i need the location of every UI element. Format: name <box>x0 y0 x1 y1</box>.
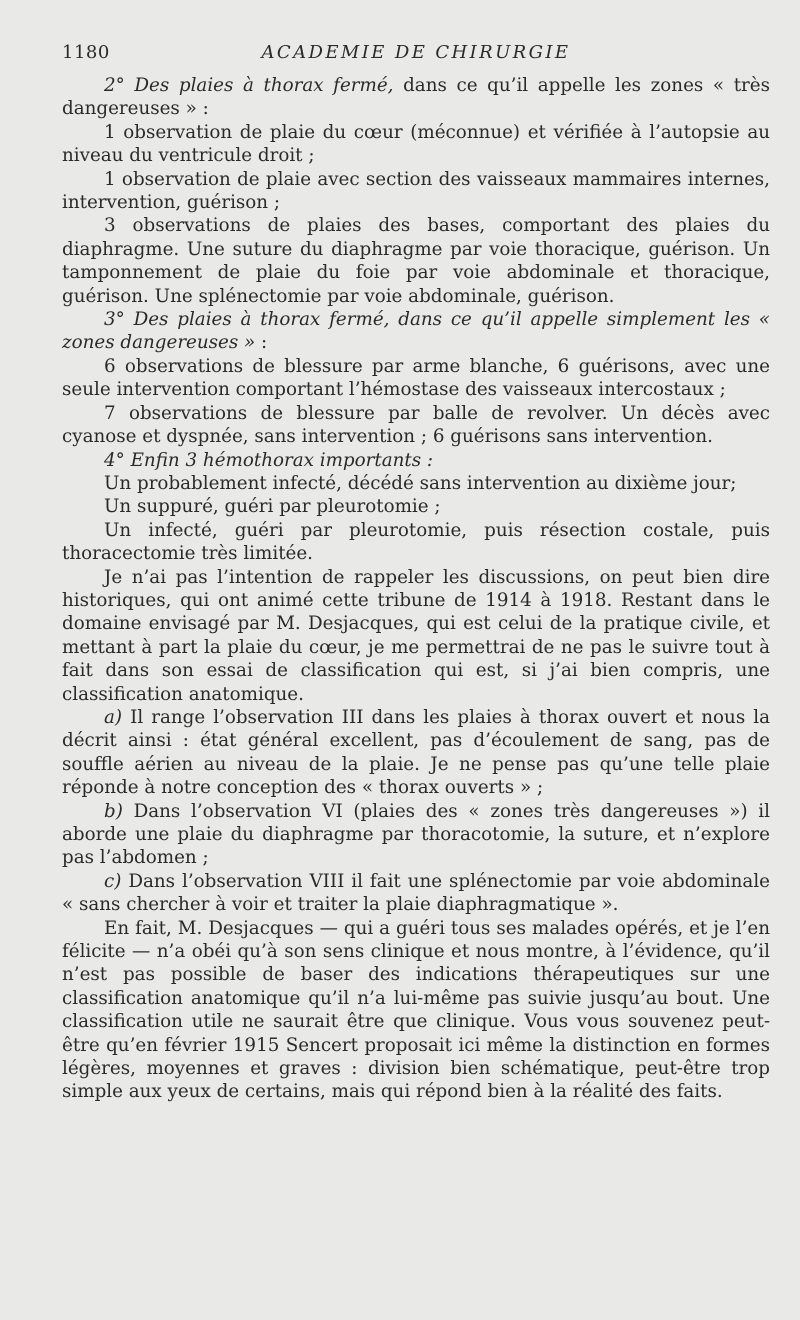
paragraph <box>62 917 770 1104</box>
paragraph-text: 7 observations de blessure par balle de revolver. Un décès avec cyanose et dyspnée, sans intervention ; 6 guérisons sans intervention. <box>62 402 770 448</box>
paragraph-text: Un suppuré, guéri par pleurotomie ; <box>104 496 441 518</box>
paragraph-text: 3 observations de plaies des bases, comportant des plaies du diaphragme. Une suture du diaphragme par voie thoracique, guérison. Un tamponnement de plaie du foie par voie abdominale et thoracique, guérison. Une splénectomie par voie abdominale, guérison. <box>62 215 770 307</box>
paragraph-text: Un infecté, guéri par pleurotomie, puis résection costale, puis thoracectomie très limitée. <box>62 519 770 565</box>
paragraph-lead: a) <box>104 706 123 728</box>
paragraph <box>62 870 770 917</box>
paragraph-text: En fait, M. Desjacques — qui a guéri tous ses malades opérés, et je l’en félicite — n’a obéi qu’à son sens clinique et nous montre, à l’évidence, qu’il n’est pas possible de baser des indications thérapeutiques sur une classification anatomique qu’il n’a lui-même pas suivie jusqu’au bout. Une classification utile ne saurait être que clinique. Vous vous souvenez peut-être qu’en février 1915 Sencert proposait ici même la distinction en formes légères, moyennes et graves : division bien schématique, peut-être trop simple aux yeux de certains, mais qui répond bien à la réalité des faits. <box>62 917 770 1103</box>
paragraph-text: Dans l’observation VIII il fait une splénectomie par voie abdominale « sans chercher à voir et traiter la plaie diaphragmatique ». <box>62 870 770 916</box>
paragraph-text: dans ce qu’il appelle les zones « très dangereuses » : <box>62 75 770 120</box>
paragraph <box>62 800 770 870</box>
paragraph <box>62 214 770 308</box>
paragraph <box>62 74 770 121</box>
paragraph <box>62 121 770 168</box>
paragraph-text: : <box>255 332 268 354</box>
paragraph <box>62 566 770 706</box>
paragraph-text: 1 observation de plaie du cœur (méconnue) et vérifiée à l’autopsie au niveau du ventricule droit ; <box>62 121 770 167</box>
paragraph-text: 1 observation de plaie avec section des vaisseaux mammaires internes, intervention, guérison ; <box>62 168 770 214</box>
paragraph <box>62 495 770 518</box>
paragraph-text: Il range l’observation III dans les plaies à thorax ouvert et nous la décrit ainsi : état général excellent, pas d’écoulement de sang, pas de souffle aérien au niveau de la plaie. Je ne pense pas qu’une telle plaie réponde à notre conception des « thorax ouverts » ; <box>62 706 770 799</box>
paragraph-lead: c) <box>104 870 122 892</box>
running-head: ACADEMIE DE CHIRURGIE <box>261 42 571 63</box>
paragraph <box>62 519 770 566</box>
paragraph-text: 6 observations de blessure par arme blanche, 6 guérisons, avec une seule intervention comportant l’hémostase des vaisseaux intercostaux ; <box>62 355 770 401</box>
paragraph-text: Je n’ai pas l’intention de rappeler les discussions, on peut bien dire historiques, qui ont animé cette tribune de 1914 à 1918. Restant dans le domaine envisagé par M. Desjacques, qui est celui de la pratique civile, et mettant à part la plaie du cœur, je me permettrai de ne pas le suivre tout à fait dans son essai de classification qui est, si j’ai bien compris, une classification anatomique. <box>62 566 770 705</box>
paragraph-text: Dans l’observation VI (plaies des « zones très dangereuses ») il aborde une plaie du diaphragme par thoracotomie, la suture, et n’explore pas l’abdomen ; <box>62 800 770 869</box>
paragraph <box>62 402 770 449</box>
paragraph <box>62 472 770 495</box>
page-header <box>62 42 770 68</box>
page-number: 1180 <box>62 42 110 63</box>
paragraph-lead: 2° Des plaies à thorax fermé, <box>104 75 394 96</box>
body-text <box>62 74 770 1104</box>
paragraph-lead: 3° Des plaies à thorax fermé, dans ce qu’il appelle simplement les « zones dangereuses » <box>62 309 770 354</box>
paragraph <box>62 308 770 355</box>
paragraph-lead: 4° Enfin 3 hémothorax importants : <box>104 449 434 471</box>
paragraph <box>62 706 770 800</box>
paragraph <box>62 168 770 215</box>
paragraph <box>62 355 770 402</box>
paragraph-lead: b) <box>104 800 123 822</box>
paragraph-text: Un probablement infecté, décédé sans intervention au dixième jour; <box>104 472 737 494</box>
paragraph <box>62 449 770 472</box>
